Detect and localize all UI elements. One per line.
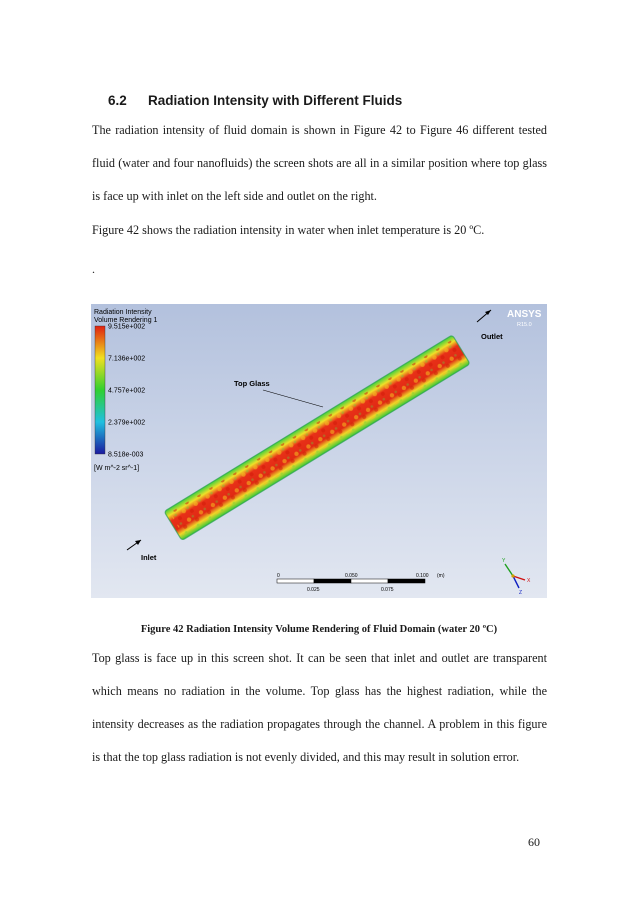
paragraph-text: Figure 42 shows the radiation intensity in water when inlet temperature is 20 ºC. [92,223,485,237]
figure-42-image [91,304,547,598]
legend-tick-label: 7.136e+002 [108,355,146,363]
axis-label-z: Z [519,590,523,596]
paragraph-text: Top glass is face up in this screen shot. It can be seen that inlet and outlet are transparent which means no radiation in the volume. Top glass has the highest radiation, while the intensity decreases as the radiation propagates through the channel. A problem in this figure is that the top glass radiation is not evenly divided, and this may result in solution error. [92,651,547,764]
top-glass-leader-line [263,390,323,407]
section-heading [108,93,402,108]
axis-triad [502,558,531,596]
axis-label-x: X [527,578,531,584]
paragraph-intro [92,114,547,213]
scale-tick-label: 0.100 [416,573,429,579]
top-glass-label: Top Glass [234,379,270,388]
outlet-label: Outlet [481,332,503,341]
section-title: Radiation Intensity with Different Fluids [148,93,403,108]
fluid-channel [164,335,470,541]
scale-tick-label: 0 [277,573,280,579]
legend-subtitle: Volume Rendering 1 [94,317,158,324]
legend-tick-label: 8.518e-003 [108,451,144,459]
scale-unit-label: (m) [437,573,445,579]
ansys-version: R15.0 [517,322,532,328]
inlet-label: Inlet [141,553,157,562]
cfd-render [91,304,547,598]
axis-label-y: Y [502,558,506,564]
legend-tick-label: 9.515e+002 [108,323,146,331]
scale-tick-label: 0.025 [307,587,320,593]
scale-tick-label: 0.050 [345,573,358,579]
paragraph-text: The radiation intensity of fluid domain is shown in Figure 42 to Figure 46 different tested fluid (water and four nanofluids) the screen shots are all in a similar position where top glass is face up with inlet on the left side and outlet on the right. [92,123,547,203]
scale-tick-label: 0.075 [381,587,394,593]
stray-dot: . [92,262,95,276]
paragraph-figure-ref [92,214,547,247]
legend-tick-labels [108,324,145,459]
paragraph-discussion [92,642,547,774]
section-number: 6.2 [108,93,127,108]
ansys-logo: ANSYS [507,309,542,320]
legend-tick-label: 2.379e+002 [108,419,146,427]
page-number: 60 [528,835,540,849]
legend-tick-label: 4.757e+002 [108,387,146,395]
figure-caption: Figure 42 Radiation Intensity Volume Rendering of Fluid Domain (water 20 ºC) [140,624,498,635]
legend-title: Radiation Intensity [94,309,152,316]
color-legend-bar [95,326,105,454]
scale-bar [277,573,445,593]
legend-units: [W m^-2 sr^-1] [94,465,140,472]
